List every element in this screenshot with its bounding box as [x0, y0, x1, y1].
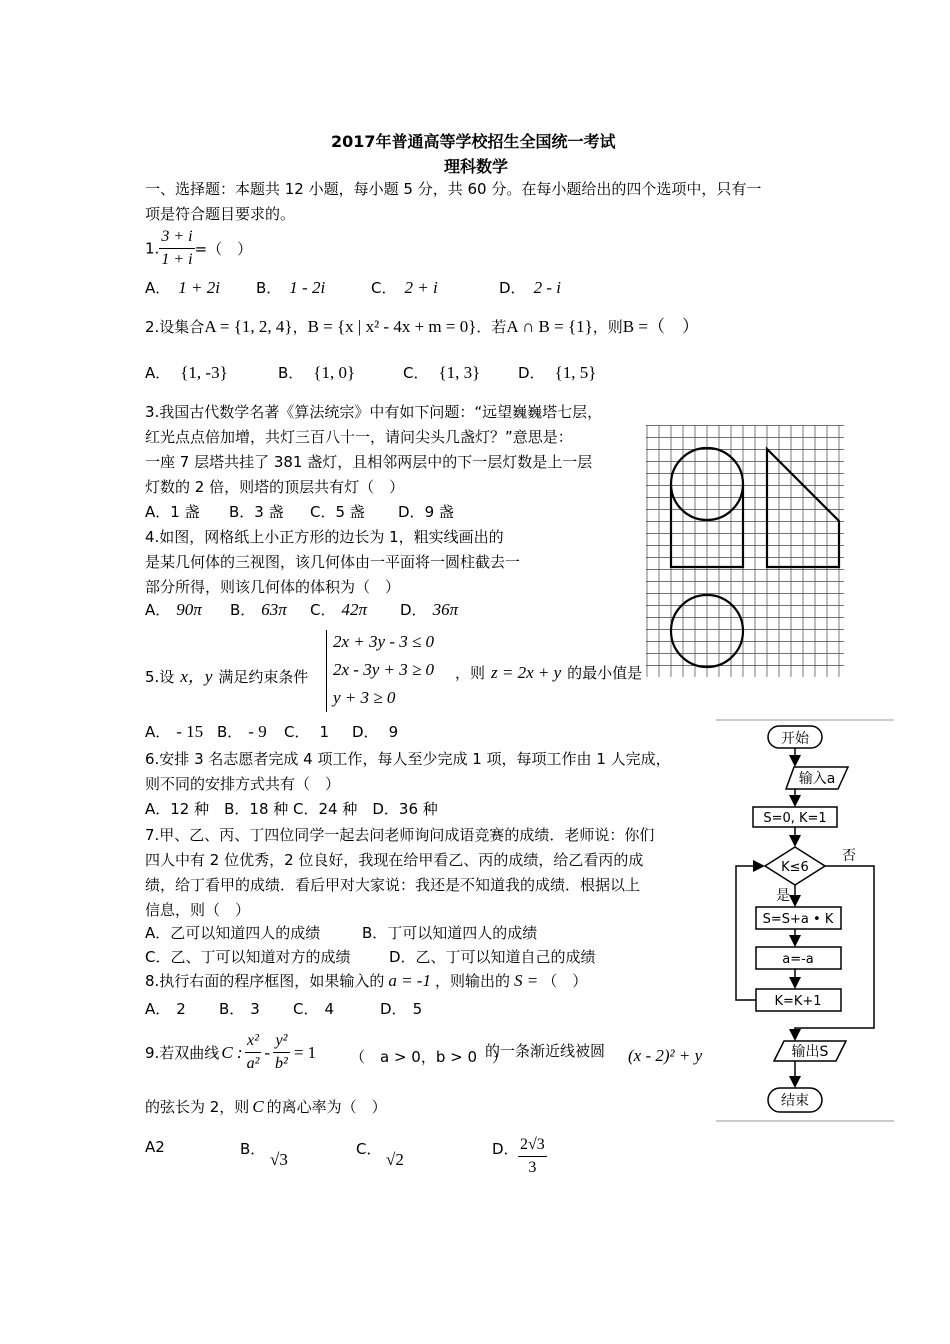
- q5-option-b: B． - 9: [217, 722, 267, 741]
- q2-set-b: B = {x | x² - 4x + m = 0}: [307, 317, 477, 336]
- q7-line1: 7.甲、乙、丙、丁四位同学一起去问老师询问成语竞赛的成绩．老师说：你们: [145, 826, 655, 844]
- q8-output: S =: [513, 971, 539, 990]
- section-intro-line1: 一、选择题：本题共 12 小题，每小题 5 分，共 60 分。在每小题给出的四个选项中，只有一: [145, 180, 762, 198]
- flow-loop-line: [736, 866, 762, 1000]
- q4-line1: 4.如图，网格纸上小正方形的边长为 1，粗实线画出的: [145, 528, 504, 546]
- q9-stem: 9.若双曲线 C : $\frac{\text{x²}}{\text{a²}}$ - $\frac{\text{y²}}{\text{b²}}$ = 1: [145, 1030, 316, 1075]
- q1-option-d: D． 2 - i: [499, 278, 561, 297]
- q6-options: A．12 种 B．18 种 C．24 种 D．36 种: [145, 800, 438, 818]
- q5-objective: z = 2x + y: [491, 663, 562, 682]
- q1-numerator: 3 + i: [159, 226, 194, 249]
- q5-option-d: D． 9: [352, 723, 399, 741]
- q4-option-c: C． 42π: [310, 600, 368, 619]
- q5-prefix: 5.设 x，y 满足约束条件: [145, 667, 309, 686]
- q9-option-b-value: √3: [270, 1150, 288, 1169]
- q8-option-d: D． 5: [380, 1000, 423, 1018]
- q9-option-d-value: [518, 1134, 547, 1179]
- q2-set-a: A = {1, 2, 4}: [204, 317, 293, 336]
- q6-line2: 则不同的安排方式共有（ ）: [145, 775, 341, 793]
- q4-line2: 是某几何体的三视图，该几何体由一平面将一圆柱截去一: [145, 553, 521, 571]
- q7-line2: 四人中有 2 位优秀，2 位良好，我现在给甲看乙、丙的成绩，给乙看丙的成: [145, 851, 644, 869]
- section-intro-line2: 项是符合题目要求的。: [145, 205, 296, 223]
- q5-constraint-2: 2x - 3y + 3 ≥ 0: [333, 660, 435, 679]
- q1-number: 1.: [145, 239, 160, 258]
- flow-yes-label: 是: [776, 888, 790, 904]
- flow-start-label: 开始: [781, 731, 809, 747]
- q3-option-c: C．5 盏: [310, 503, 365, 521]
- exam-subtitle: 理科数学: [444, 157, 509, 176]
- q9-option-d: D．: [492, 1140, 519, 1158]
- q3-line2: 红光点点倍加增，共灯三百八十一，请问尖头几盏灯？”意思是：: [145, 428, 573, 446]
- q3-line4: 灯数的 2 倍，则塔的顶层共有灯（ ）: [145, 478, 405, 496]
- q9-circle: (x - 2)² + y: [628, 1046, 703, 1065]
- q1-option-a: A． 1 + 2i: [145, 278, 220, 297]
- q2-option-a: A． {1, -3}: [145, 363, 228, 382]
- q2-option-b: B． {1, 0}: [278, 363, 356, 382]
- q5-constraint-3: y + 3 ≥ 0: [333, 688, 396, 707]
- flow-step1-label: S=S+a • K: [762, 912, 834, 927]
- q4-option-b: B． 63π: [230, 600, 287, 619]
- q2-option-c: C． {1, 3}: [403, 363, 481, 382]
- q9-mid: 的一条渐近线被圆: [485, 1042, 606, 1060]
- q9-equals: = 1: [293, 1042, 317, 1062]
- q2-stem: 2.设集合A = {1, 2, 4}，B = {x | x² - 4x + m = 0}．若A ∩ B = {1}，则B =（ ）: [145, 317, 699, 336]
- q2-option-d: D． {1, 5}: [518, 363, 597, 382]
- q9-option-b: B．: [240, 1140, 266, 1158]
- flow-end-label: 结束: [781, 1093, 809, 1109]
- q1-fraction: [159, 226, 194, 271]
- q5-tail: ，则 z = 2x + y 的最小值是: [455, 663, 643, 682]
- q7-option-a: A．乙可以知道四人的成绩: [145, 924, 321, 942]
- q2-ask: B =（ ）: [622, 317, 699, 336]
- q8-option-c: C． 4: [293, 1000, 335, 1018]
- q9-option-c-value: √2: [386, 1150, 404, 1169]
- q5-constraint-1: 2x + 3y - 3 ≤ 0: [333, 632, 435, 651]
- q8-input: a = -1: [388, 971, 431, 990]
- q1-option-b: B． 1 - 2i: [256, 278, 326, 297]
- exam-title: 2017年普通高等学校招生全国统一考试: [331, 132, 616, 151]
- q1-denominator: 1 + i: [161, 251, 193, 268]
- flow-cond-label: K≤6: [781, 860, 809, 875]
- flow-input-label: 输入a: [798, 771, 836, 787]
- q5-option-a: A． - 15: [145, 722, 204, 741]
- q9-x-fraction: $\frac{\text{x²}}{\text{a²}}$: [246, 1032, 260, 1072]
- q2-condition: A ∩ B = {1}: [506, 317, 593, 336]
- q7-option-d: D．乙、丁可以知道自己的成绩: [389, 948, 596, 966]
- q7-option-b: B．丁可以知道四人的成绩: [362, 924, 538, 942]
- flow-init-label: S=0, K=1: [763, 811, 827, 826]
- flowchart: [716, 718, 896, 1123]
- grid-lines: [646, 425, 844, 677]
- q9-y-fraction: $\frac{\text{y²}}{\text{b²}}$: [275, 1032, 288, 1072]
- q5-brace: [326, 630, 331, 712]
- q5-option-c: C． 1: [284, 723, 330, 741]
- flow-no-label: 否: [842, 848, 856, 864]
- q9-option-d-fraction: $\frac{2√3}{3}$: [520, 1136, 545, 1176]
- q8-option-b: B． 3: [219, 1000, 260, 1018]
- q4-option-d: D． 36π: [400, 600, 459, 619]
- q1-stem: [145, 226, 252, 271]
- q5-vars: x，y: [180, 667, 213, 686]
- q7-line4: 信息，则（ ）: [145, 901, 251, 919]
- q8-stem: 8.执行右面的程序框图，如果输入的 a = -1 ，则输出的 S = （ ）: [145, 971, 588, 990]
- q9-curve: C :: [221, 1042, 243, 1062]
- q7-line3: 绩，给丁看甲的成绩．看后甲对大家说：我还是不知道我的成绩．根据以上: [145, 876, 641, 894]
- q3-option-a: A．1 盏: [145, 503, 200, 521]
- flow-step2-label: a=-a: [782, 952, 814, 967]
- q9-c: C: [252, 1097, 264, 1116]
- q8-option-a: A． 2: [145, 1000, 186, 1018]
- q3-option-d: D．9 盏: [398, 503, 454, 521]
- q4-line3: 部分所得，则该几何体的体积为（ ）: [145, 578, 401, 596]
- q3-line1: 3.我国古代数学名著《算法统宗》中有如下问题：“远望巍巍塔七层，: [145, 403, 603, 421]
- q9-option-a: A2: [145, 1138, 165, 1156]
- q7-option-c: C．乙、丁可以知道对方的成绩: [145, 948, 351, 966]
- q9-condition: （ a > 0，b > 0 ）: [350, 1048, 508, 1066]
- q6-line1: 6.安排 3 名志愿者完成 4 项工作，每人至少完成 1 项，每项工作由 1 人完成，: [145, 750, 671, 768]
- flow-output-label: 输出S: [791, 1044, 829, 1060]
- q1-option-c: C． 2 + i: [371, 278, 438, 297]
- q4-option-a: A． 90π: [145, 600, 202, 619]
- three-view-figure: [646, 425, 846, 677]
- q9-line2: 的弦长为 2，则 C 的离心率为（ ）: [145, 1097, 387, 1116]
- flow-step3-label: K=K+1: [774, 994, 822, 1009]
- q9-option-c: C．: [356, 1140, 382, 1158]
- q3-line3: 一座 7 层塔共挂了 381 盏灯，且相邻两层中的下一层灯数是上一层: [145, 453, 593, 471]
- q1-tail: =（ ）: [194, 240, 253, 258]
- q3-option-b: B．3 盏: [229, 503, 284, 521]
